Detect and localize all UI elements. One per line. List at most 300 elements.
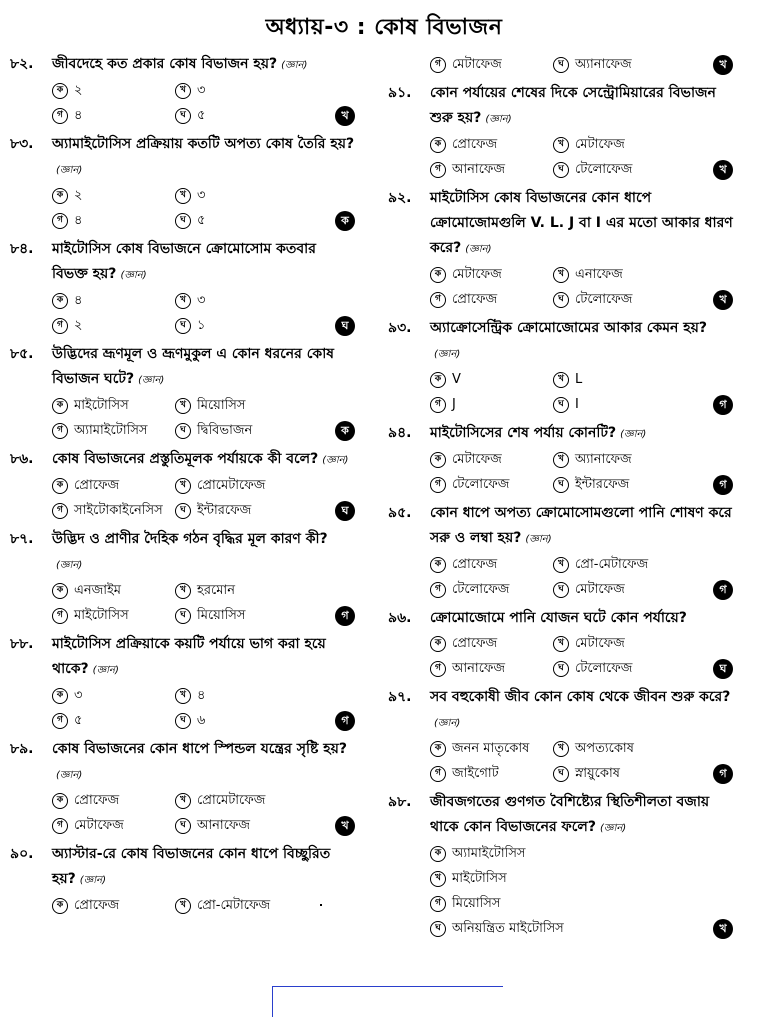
option-text: প্রোফেজ (452, 137, 498, 152)
question-head (388, 421, 733, 447)
options-row (10, 893, 355, 918)
knowledge-tag: (জ্ঞান) (599, 823, 627, 834)
footer-link-box[interactable] (272, 986, 503, 1017)
option-text: মিয়োসিস (197, 398, 246, 413)
answer-option[interactable] (52, 288, 82, 313)
option-text: ৫ (74, 713, 83, 728)
option-text: টেলোফেজ (452, 582, 510, 597)
question-item (10, 237, 355, 338)
knowledge-tag: (জ্ঞান) (434, 349, 461, 360)
options-list (388, 841, 733, 941)
knowledge-tag: (জ্ঞান) (485, 114, 512, 125)
option-text: মাইটোসিস (74, 398, 129, 413)
left-column (10, 52, 355, 922)
answer-option[interactable] (553, 656, 632, 681)
option-text: জাইগোট (452, 766, 499, 781)
question-text: জীবদেহে কত প্রকার কোষ বিভাজন হয়? (জ্ঞান) (52, 56, 308, 72)
question-number: ৯২. (388, 190, 412, 206)
option-text: এনাফেজ (575, 267, 623, 282)
answer-option[interactable] (553, 367, 582, 392)
answer-option[interactable] (52, 78, 82, 103)
question-item (388, 606, 733, 681)
question-head (10, 842, 355, 893)
knowledge-tag: (জ্ঞান) (525, 534, 552, 545)
option-text: ৪ (74, 108, 83, 123)
option-marker: খ (175, 188, 191, 204)
options-row (10, 103, 355, 128)
answer-badge: ক (335, 211, 355, 231)
options-row (10, 788, 355, 813)
option-text: মেটাফেজ (452, 267, 502, 282)
option-text: ২ (74, 83, 83, 98)
answer-badge: ক (335, 421, 355, 441)
options-row (388, 577, 733, 602)
question-item (388, 501, 733, 602)
option-marker: ক (52, 188, 68, 204)
answer-option[interactable] (175, 103, 205, 128)
options-row (388, 52, 733, 77)
answer-option[interactable] (175, 498, 251, 523)
option-marker: খ (553, 137, 569, 153)
page-title: অধ্যায়-৩ : কোষ বিভাজন (265, 15, 503, 40)
knowledge-tag: (জ্ঞান) (465, 244, 492, 255)
knowledge-tag: (জ্ঞান) (620, 429, 647, 440)
answer-option[interactable] (52, 418, 148, 443)
options-row (388, 736, 733, 761)
option-marker: খ (175, 688, 191, 704)
answer-badge: গ (713, 395, 733, 415)
question-number: ৯১. (388, 85, 412, 101)
option-marker: গ (430, 397, 446, 413)
question-item (388, 685, 733, 786)
question-number: ৯৭. (388, 689, 412, 705)
option-text: মেটাফেজ (575, 582, 625, 597)
answer-option[interactable] (553, 157, 632, 182)
answer-option[interactable] (175, 418, 252, 443)
option-marker: ঘ (175, 713, 191, 729)
option-line (430, 891, 733, 916)
answer-option[interactable] (175, 288, 205, 313)
knowledge-tag: (জ্ঞান) (56, 165, 83, 176)
option-text: ২ (74, 318, 83, 333)
answer-option[interactable] (52, 788, 119, 813)
question-item (10, 342, 355, 443)
option-marker: গ (52, 713, 68, 729)
question-item (388, 81, 733, 182)
option-text: ৩ (197, 293, 206, 308)
option-text: ৩ (197, 188, 206, 203)
question-item (388, 421, 733, 497)
option-marker: ঘ (175, 318, 191, 334)
option-marker: খ (553, 636, 569, 652)
option-marker: ঘ (175, 423, 191, 439)
option-text: টেলোফেজ (452, 477, 510, 492)
answer-option[interactable] (175, 78, 205, 103)
options-row (388, 262, 733, 287)
question-head (388, 606, 733, 631)
stray-dot (320, 904, 322, 906)
option-marker: খ (430, 871, 446, 887)
options-row (388, 631, 733, 656)
option-marker: গ (430, 57, 446, 73)
options-row (10, 418, 355, 443)
option-text: অপত্যকোষ (575, 741, 634, 756)
option-marker: গ (430, 766, 446, 782)
options-row (388, 157, 733, 182)
option-marker: ক (430, 372, 446, 388)
option-text: টেলোফেজ (575, 661, 633, 676)
option-text: অ্যানাফেজ (575, 57, 632, 72)
question-head (388, 81, 733, 132)
question-item (10, 447, 355, 523)
option-marker: ঘ (553, 397, 569, 413)
answer-option[interactable] (553, 761, 620, 786)
answer-option[interactable] (430, 552, 497, 577)
option-marker: ঘ (553, 582, 569, 598)
answer-badge: খ (713, 55, 733, 75)
options-row (10, 183, 355, 208)
option-text: J (452, 397, 456, 412)
answer-badge: ঘ (335, 316, 355, 336)
options-row (10, 683, 355, 708)
option-marker: ক (430, 137, 446, 153)
option-marker: ক (430, 267, 446, 283)
option-marker: ক (52, 898, 68, 914)
option-marker: খ (553, 557, 569, 573)
question-text: সব বহুকোষী জীব কোন কোষ থেকে জীবন শুরু করে?(জ্ঞান) (430, 689, 731, 729)
answer-option[interactable] (430, 577, 509, 602)
option-text: মিয়োসিস (452, 896, 501, 911)
answer-option[interactable] (52, 813, 124, 838)
option-marker: গ (52, 423, 68, 439)
answer-option[interactable] (52, 893, 119, 918)
answer-option[interactable] (430, 866, 733, 891)
answer-option[interactable] (52, 473, 119, 498)
question-item (10, 52, 355, 128)
option-text: হরমোন (197, 583, 235, 598)
option-text: ৪ (74, 213, 83, 228)
option-marker: ঘ (430, 921, 446, 937)
question-item (388, 186, 733, 312)
answer-option[interactable] (430, 392, 456, 417)
option-text: I (575, 397, 579, 412)
answer-option[interactable] (175, 788, 265, 813)
answer-option[interactable] (175, 393, 245, 418)
answer-option[interactable] (430, 916, 733, 941)
answer-option[interactable] (52, 313, 82, 338)
option-text: প্রোমেটাফেজ (197, 478, 266, 493)
question-text: অ্যাক্রোসেন্ট্রিক ক্রোমোজোমের আকার কেমন হয়?(জ্ঞান) (430, 320, 707, 360)
question-number: ৯৩. (388, 320, 412, 336)
answer-option[interactable] (175, 473, 265, 498)
question-number: ৮৫. (10, 346, 34, 362)
option-marker: ক (52, 478, 68, 494)
question-head (10, 527, 355, 578)
option-text: ২ (74, 188, 83, 203)
options-row (10, 208, 355, 233)
question-item (10, 842, 355, 918)
answer-option[interactable] (52, 708, 82, 733)
answer-option[interactable] (52, 683, 82, 708)
answer-option[interactable] (52, 498, 163, 523)
option-text: ৫ (197, 108, 206, 123)
option-text: ইন্টারফেজ (197, 503, 252, 518)
question-head (10, 632, 355, 683)
question-number: ৮২. (10, 56, 34, 72)
option-marker: ঘ (175, 213, 191, 229)
question-number: ৮৬. (10, 451, 34, 467)
question-number: ৯৫. (388, 505, 412, 521)
options-row (388, 761, 733, 786)
option-text: মেটাফেজ (575, 137, 625, 152)
option-text: মেটাফেজ (452, 57, 502, 72)
knowledge-tag: (জ্ঞান) (434, 718, 461, 729)
question-number: ৮৪. (10, 241, 34, 257)
options-row (10, 288, 355, 313)
answer-option[interactable] (175, 683, 205, 708)
option-marker: ঘ (553, 57, 569, 73)
option-text: আনাফেজ (197, 818, 251, 833)
option-text: টেলোফেজ (575, 292, 633, 307)
answer-option[interactable] (553, 287, 632, 312)
question-head (388, 790, 733, 841)
answer-option[interactable] (175, 603, 245, 628)
option-marker: গ (430, 896, 446, 912)
answer-option[interactable] (553, 447, 632, 472)
answer-option[interactable] (553, 262, 623, 287)
question-item (388, 52, 733, 77)
right-column (388, 52, 733, 945)
answer-option[interactable] (52, 578, 121, 603)
option-marker: ঘ (553, 661, 569, 677)
answer-option[interactable] (175, 208, 205, 233)
question-text: ক্রোমোজোমে পানি যোজন ঘটে কোন পর্যায়ে? (430, 610, 687, 626)
option-text: প্রো-মেটাফেজ (575, 557, 649, 572)
question-number: ৮৯. (10, 741, 34, 757)
answer-option[interactable] (430, 891, 733, 916)
answer-option[interactable] (430, 841, 733, 866)
option-text: জনন মাতৃকোষ (452, 741, 530, 756)
answer-option[interactable] (553, 631, 625, 656)
option-marker: খ (175, 83, 191, 99)
answer-badge: গ (335, 606, 355, 626)
answer-option[interactable] (175, 813, 250, 838)
option-marker: ঘ (175, 108, 191, 124)
question-text: মাইটোসিস প্রক্রিয়াকে কয়টি পর্যায়ে ভাগ করা হয়ে থাকে? (জ্ঞান) (52, 636, 326, 677)
option-marker: খ (553, 267, 569, 283)
option-text: আনাফেজ (452, 162, 506, 177)
option-marker: গ (52, 503, 68, 519)
option-text: মেটাফেজ (452, 452, 502, 467)
question-number: ৯৮. (388, 794, 412, 810)
option-line (430, 841, 733, 866)
option-marker: ক (52, 293, 68, 309)
question-text: মাইটোসিস কোষ বিভাজনে ক্রোমোসোম কতবার বিভক্ত হয়? (জ্ঞান) (52, 241, 316, 282)
answer-option[interactable] (553, 472, 629, 497)
answer-option[interactable] (553, 736, 634, 761)
answer-option[interactable] (175, 578, 235, 603)
question-item (10, 737, 355, 838)
option-text: মেটাফেজ (74, 818, 124, 833)
option-line (430, 916, 733, 941)
option-text: প্রোফেজ (452, 292, 498, 307)
options-row (388, 552, 733, 577)
option-line (430, 866, 733, 891)
options-row (388, 132, 733, 157)
answer-option[interactable] (553, 52, 632, 77)
options-row (10, 473, 355, 498)
option-marker: গ (430, 582, 446, 598)
option-text: ১ (197, 318, 206, 333)
question-item (10, 632, 355, 733)
option-text: আনাফেজ (452, 661, 506, 676)
options-row (10, 498, 355, 523)
answer-badge: ঘ (713, 659, 733, 679)
answer-option[interactable] (553, 552, 648, 577)
option-marker: ক (430, 741, 446, 757)
answer-option[interactable] (430, 367, 461, 392)
option-marker: ঘ (553, 477, 569, 493)
option-marker: ক (430, 636, 446, 652)
options-row (10, 813, 355, 838)
answer-option[interactable] (175, 313, 205, 338)
answer-option[interactable] (553, 577, 625, 602)
answer-option[interactable] (430, 262, 502, 287)
option-marker: খ (553, 741, 569, 757)
option-marker: গ (52, 818, 68, 834)
question-head (388, 186, 733, 262)
question-text: কোষ বিভাজনের কোন ধাপে স্পিন্ডল যন্ত্রের সৃষ্টি হয়?(জ্ঞান) (52, 741, 347, 781)
answer-option[interactable] (430, 52, 502, 77)
options-row (388, 287, 733, 312)
answer-badge: খ (713, 160, 733, 180)
options-row (388, 367, 733, 392)
answer-option[interactable] (52, 183, 82, 208)
option-marker: ঘ (175, 503, 191, 519)
option-text: প্রোফেজ (74, 898, 120, 913)
answer-option[interactable] (52, 208, 82, 233)
option-marker: খ (175, 898, 191, 914)
answer-badge: খ (335, 106, 355, 126)
question-text: জীবজগতের গুণগত বৈশিষ্ট্যের স্থিতিশীলতা বজায় থাকে কোন বিভাজনের ফলে? (জ্ঞান) (430, 794, 710, 835)
question-text: মাইটোসিসের শেষ পর্যায় কোনটি? (জ্ঞান) (430, 425, 647, 441)
option-text: প্রোফেজ (452, 557, 498, 572)
question-number: ৯৪. (388, 425, 412, 441)
knowledge-tag: (জ্ঞান) (56, 560, 83, 571)
answer-option[interactable] (430, 761, 499, 786)
knowledge-tag: (জ্ঞান) (56, 770, 83, 781)
option-text: ৩ (74, 688, 83, 703)
answer-option[interactable] (52, 103, 82, 128)
option-text: ৪ (197, 688, 206, 703)
answer-option[interactable] (52, 603, 129, 628)
answer-option[interactable] (52, 393, 129, 418)
option-text: অ্যামাইটোসিস (452, 846, 526, 861)
option-text: মাইটোসিস (74, 608, 129, 623)
options-row (10, 393, 355, 418)
answer-badge: খ (713, 919, 733, 939)
option-marker: খ (175, 793, 191, 809)
answer-badge: খ (713, 290, 733, 310)
option-text: ৩ (197, 83, 206, 98)
option-marker: খ (175, 583, 191, 599)
answer-option[interactable] (430, 656, 505, 681)
question-text: উদ্ভিদ ও প্রাণীর দৈহিক গঠন বৃদ্ধির মূল কারণ কী?(জ্ঞান) (52, 531, 328, 571)
option-text: ৫ (197, 213, 206, 228)
knowledge-tag: (জ্ঞান) (138, 375, 165, 386)
answer-option[interactable] (553, 132, 625, 157)
option-marker: ঘ (553, 766, 569, 782)
options-row (388, 656, 733, 681)
options-row (10, 313, 355, 338)
option-text: দ্বিবিভাজন (197, 423, 253, 438)
answer-option[interactable] (553, 392, 579, 417)
option-text: স্নায়ুকোষ (575, 766, 620, 781)
answer-badge: ঘ (335, 501, 355, 521)
question-number: ৮৩. (10, 136, 34, 152)
answer-option[interactable] (175, 183, 205, 208)
option-marker: গ (430, 661, 446, 677)
answer-option[interactable] (430, 736, 529, 761)
option-text: প্রোফেজ (74, 793, 120, 808)
options-row (10, 78, 355, 103)
option-text: মিয়োসিস (197, 608, 246, 623)
option-text: মেটাফেজ (575, 636, 625, 651)
option-marker: গ (430, 162, 446, 178)
question-item (10, 132, 355, 233)
option-marker: খ (553, 372, 569, 388)
answer-option[interactable] (430, 132, 497, 157)
answer-option[interactable] (430, 472, 509, 497)
option-marker: গ (52, 108, 68, 124)
option-marker: ক (52, 688, 68, 704)
options-row (388, 392, 733, 417)
knowledge-tag: (জ্ঞান) (322, 455, 349, 466)
option-text: প্রো-মেটাফেজ (197, 898, 271, 913)
answer-option[interactable] (430, 631, 497, 656)
option-marker: ক (52, 398, 68, 414)
answer-option[interactable] (175, 708, 205, 733)
knowledge-tag: (জ্ঞান) (92, 665, 119, 676)
option-text: L (575, 372, 583, 387)
answer-option[interactable] (175, 893, 270, 918)
question-text: অ্যাস্টার-রে কোষ বিভাজনের কোন ধাপে বিচ্ছুরিত হয়? (জ্ঞান) (52, 846, 331, 887)
options-row (388, 472, 733, 497)
question-text: কোন ধাপে অপত্য ক্রোমোসোমগুলো পানি শোষণ করে সরু ও লম্বা হয়? (জ্ঞান) (430, 505, 732, 546)
option-marker: ক (52, 83, 68, 99)
option-marker: ক (430, 452, 446, 468)
answer-option[interactable] (430, 287, 497, 312)
question-head (10, 237, 355, 288)
option-text: মাইটোসিস (452, 871, 507, 886)
option-marker: ঘ (553, 162, 569, 178)
options-row (10, 708, 355, 733)
option-text: ৬ (197, 713, 206, 728)
answer-option[interactable] (430, 157, 505, 182)
option-text: প্রোফেজ (452, 636, 498, 651)
answer-badge: গ (713, 475, 733, 495)
option-text: টেলোফেজ (575, 162, 633, 177)
options-row (388, 447, 733, 472)
answer-option[interactable] (430, 447, 502, 472)
knowledge-tag: (জ্ঞান) (79, 875, 106, 886)
question-head (388, 685, 733, 736)
option-marker: ক (52, 583, 68, 599)
question-head (10, 132, 355, 183)
option-text: অ্যামাইটোসিস (74, 423, 148, 438)
question-head (10, 342, 355, 393)
option-marker: ঘ (175, 608, 191, 624)
